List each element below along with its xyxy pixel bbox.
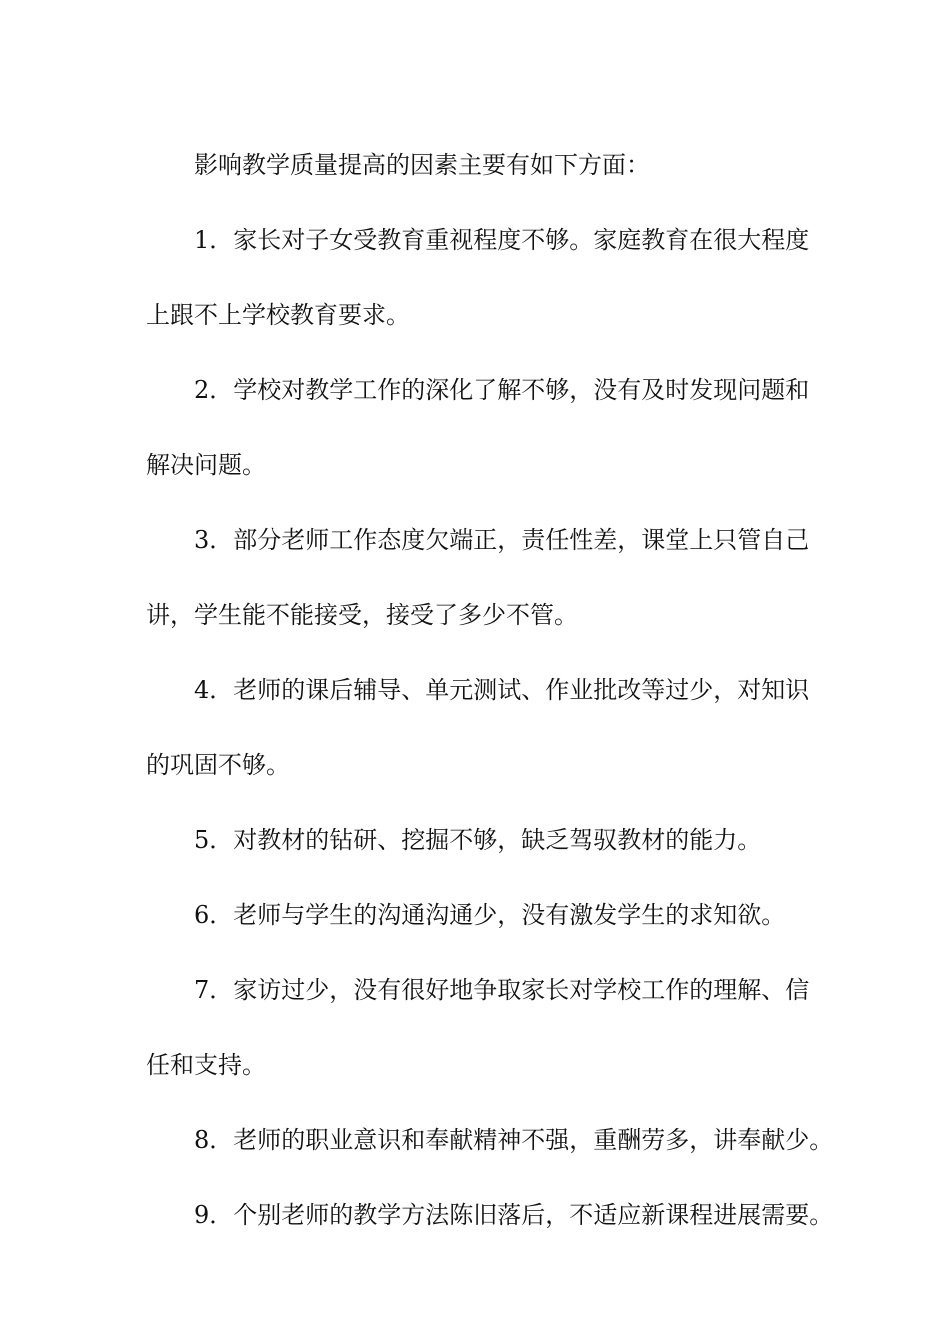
item-3-line-1: 3．部分老师工作态度欠端正，责任性差，课堂上只管自己 bbox=[194, 526, 810, 554]
list-item-4 bbox=[146, 653, 826, 803]
list-item-3 bbox=[146, 503, 826, 653]
item-6-line-1: 6．老师与学生的沟通沟通少，没有激发学生的求知欲。 bbox=[194, 901, 786, 929]
item-3-line-2: 讲，学生能不能接受，接受了多少不管。 bbox=[146, 601, 578, 629]
item-5-line-1: 5．对教材的钻研、挖掘不够，缺乏驾驭教材的能力。 bbox=[194, 826, 762, 854]
list-item-8 bbox=[146, 1103, 834, 1178]
item-4-line-2: 的巩固不够。 bbox=[146, 751, 290, 779]
item-8-line-1: 8．老师的职业意识和奉献精神不强，重酬劳多，讲奉献少。 bbox=[194, 1126, 834, 1154]
item-7-line-1: 7．家访过少，没有很好地争取家长对学校工作的理解、信 bbox=[194, 976, 810, 1004]
document-body bbox=[146, 128, 834, 1253]
list-item-2 bbox=[146, 353, 826, 503]
list-item-1 bbox=[146, 203, 826, 353]
item-9-line-1: 9．个别老师的教学方法陈旧落后，不适应新课程进展需要。 bbox=[194, 1201, 834, 1229]
list-item-5 bbox=[146, 803, 826, 878]
list-item-6 bbox=[146, 878, 826, 953]
list-item-7 bbox=[146, 953, 826, 1103]
item-2-line-1: 2．学校对教学工作的深化了解不够，没有及时发现问题和 bbox=[194, 376, 810, 404]
item-4-line-1: 4．老师的课后辅导、单元测试、作业批改等过少，对知识 bbox=[194, 676, 810, 704]
item-7-line-2: 任和支持。 bbox=[146, 1051, 266, 1079]
item-1-line-1: 1．家长对子女受教育重视程度不够。家庭教育在很大程度 bbox=[194, 226, 810, 254]
list-item-9 bbox=[146, 1178, 834, 1253]
item-2-line-2: 解决问题。 bbox=[146, 451, 266, 479]
intro-paragraph: 影响教学质量提高的因素主要有如下方面： bbox=[194, 151, 650, 179]
item-1-line-2: 上跟不上学校教育要求。 bbox=[146, 301, 410, 329]
